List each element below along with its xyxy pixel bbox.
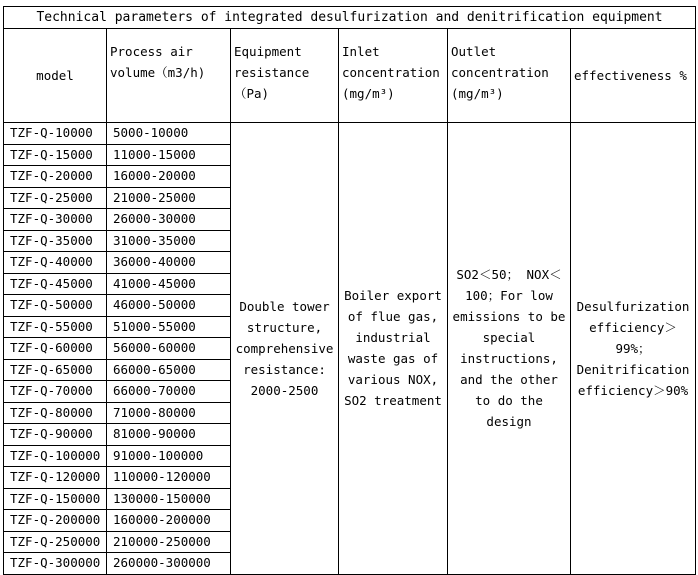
parameters-table	[3, 6, 696, 575]
volume-cell: 130000-150000	[107, 488, 231, 510]
model-cell: TZF-Q-200000	[4, 510, 107, 532]
model-cell: TZF-Q-10000	[4, 123, 107, 145]
volume-cell: 41000-45000	[107, 273, 231, 295]
model-cell: TZF-Q-15000	[4, 144, 107, 166]
volume-cell: 5000-10000	[107, 123, 231, 145]
model-cell: TZF-Q-25000	[4, 187, 107, 209]
volume-cell: 160000-200000	[107, 510, 231, 532]
volume-cell: 11000-15000	[107, 144, 231, 166]
volume-cell: 91000-100000	[107, 445, 231, 467]
volume-cell: 210000-250000	[107, 531, 231, 553]
header-air-volume: Process air volume（m3/h)	[107, 29, 231, 123]
model-cell: TZF-Q-65000	[4, 359, 107, 381]
model-cell: TZF-Q-20000	[4, 166, 107, 188]
volume-cell: 71000-80000	[107, 402, 231, 424]
merged-resistance-cell: Double tower structure, comprehensive resistance: 2000-2500	[231, 123, 339, 575]
model-cell: TZF-Q-40000	[4, 252, 107, 274]
volume-cell: 46000-50000	[107, 295, 231, 317]
volume-cell: 81000-90000	[107, 424, 231, 446]
model-cell: TZF-Q-120000	[4, 467, 107, 489]
model-cell: TZF-Q-30000	[4, 209, 107, 231]
volume-cell: 66000-65000	[107, 359, 231, 381]
volume-cell: 36000-40000	[107, 252, 231, 274]
model-cell: TZF-Q-35000	[4, 230, 107, 252]
model-cell: TZF-Q-50000	[4, 295, 107, 317]
model-cell: TZF-Q-70000	[4, 381, 107, 403]
volume-cell: 51000-55000	[107, 316, 231, 338]
header-model: model	[4, 29, 107, 123]
header-outlet: Outlet concentration (mg/m³)	[448, 29, 571, 123]
model-cell: TZF-Q-55000	[4, 316, 107, 338]
volume-cell: 26000-30000	[107, 209, 231, 231]
model-cell: TZF-Q-250000	[4, 531, 107, 553]
model-cell: TZF-Q-90000	[4, 424, 107, 446]
merged-effectiveness-cell: Desulfurization efficiency＞ 99%； Denitrification efficiency＞90%	[571, 123, 696, 575]
volume-cell: 260000-300000	[107, 553, 231, 575]
model-cell: TZF-Q-80000	[4, 402, 107, 424]
header-effectiveness: effectiveness %	[571, 29, 696, 123]
model-cell: TZF-Q-100000	[4, 445, 107, 467]
volume-cell: 31000-35000	[107, 230, 231, 252]
volume-cell: 21000-25000	[107, 187, 231, 209]
volume-cell: 16000-20000	[107, 166, 231, 188]
table-title: Technical parameters of integrated desulfurization and denitrification equipment	[4, 7, 696, 29]
model-cell: TZF-Q-45000	[4, 273, 107, 295]
merged-outlet-cell: SO2＜50； NOX＜100；For low emissions to be special instructions, and the other to do the design	[448, 123, 571, 575]
volume-cell: 56000-60000	[107, 338, 231, 360]
merged-inlet-cell: Boiler export of flue gas, industrial waste gas of various NOX, SO2 treatment	[339, 123, 448, 575]
model-cell: TZF-Q-150000	[4, 488, 107, 510]
header-resistance: Equipment resistance（Pa)	[231, 29, 339, 123]
volume-cell: 66000-70000	[107, 381, 231, 403]
header-inlet: Inlet concentration (mg/m³)	[339, 29, 448, 123]
volume-cell: 110000-120000	[107, 467, 231, 489]
model-cell: TZF-Q-300000	[4, 553, 107, 575]
table-row	[4, 123, 696, 145]
model-cell: TZF-Q-60000	[4, 338, 107, 360]
